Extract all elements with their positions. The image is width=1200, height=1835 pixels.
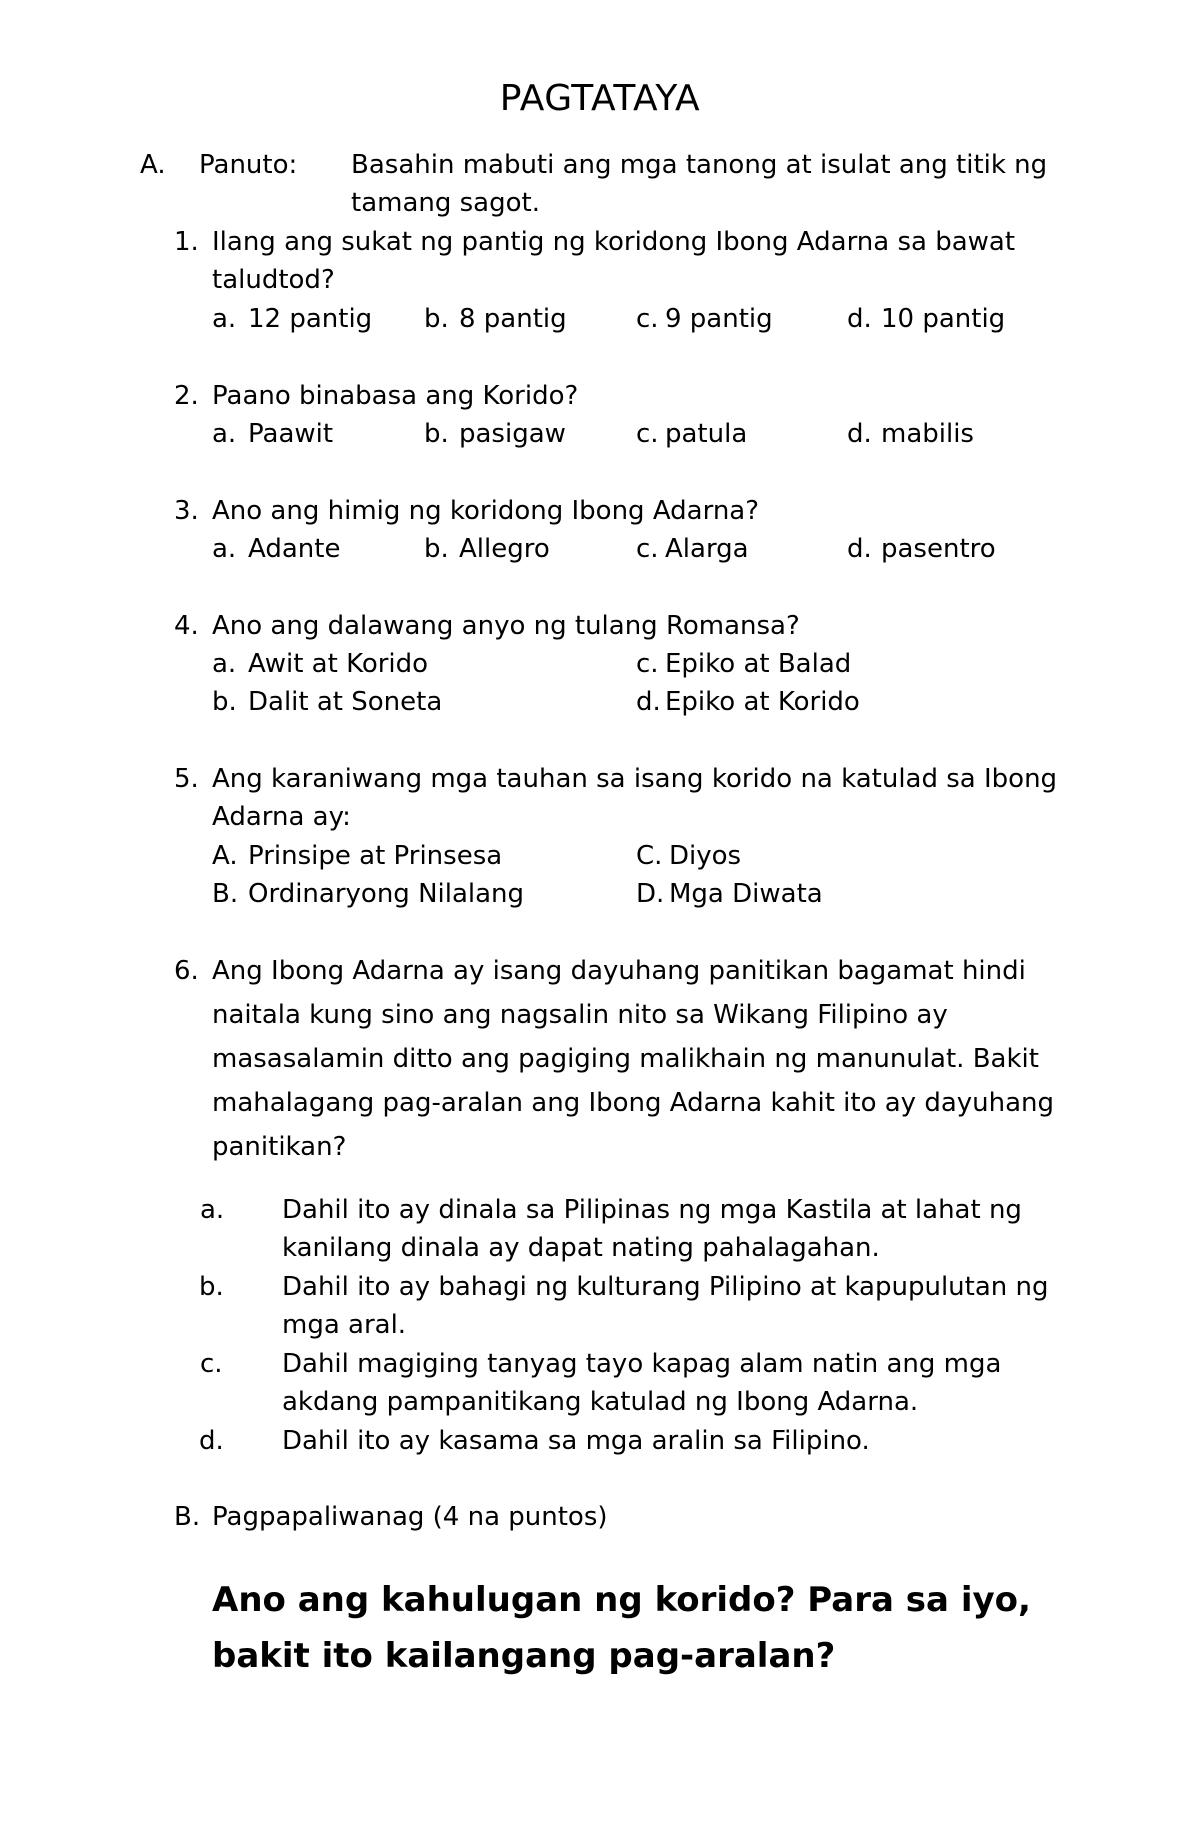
- choice-text: 9 pantig: [665, 304, 773, 334]
- question-number: 2.: [174, 381, 199, 411]
- question-number: 4.: [174, 611, 199, 641]
- question-text-line: Adarna ay:: [212, 802, 351, 832]
- choice-text: Prinsipe at Prinsesa: [248, 841, 503, 871]
- choice-text: Paawit: [248, 419, 334, 449]
- question-text-line: Ano ang himig ng koridong Ibong Adarna?: [212, 496, 760, 526]
- choice-letter: D.: [636, 879, 665, 909]
- choice-letter: a.: [212, 304, 237, 334]
- choice-text: Epiko at Korido: [665, 687, 860, 717]
- page-title: PAGTATAYA: [499, 78, 701, 119]
- choice-text: 10 pantig: [881, 304, 1006, 334]
- choice-letter: B.: [212, 879, 239, 909]
- choice-text: patula: [665, 419, 748, 449]
- question-number: 5.: [174, 764, 199, 794]
- choice-letter: d.: [847, 419, 872, 449]
- choice-letter: c.: [200, 1349, 223, 1379]
- section-b-letter: B.: [174, 1502, 201, 1532]
- choice-letter: a.: [200, 1195, 225, 1225]
- choice-text: mga aral.: [282, 1310, 407, 1340]
- choice-letter: a.: [212, 649, 237, 679]
- choice-text: Dahil ito ay bahagi ng kulturang Pilipino at kapupulutan ng: [282, 1272, 1049, 1302]
- choice-letter: C.: [636, 841, 663, 871]
- choice-text: Ordinaryong Nilalang: [248, 879, 525, 909]
- choice-letter: b.: [199, 1272, 224, 1302]
- section-a-label: Panuto:: [199, 150, 298, 180]
- instruction-line-1: Basahin mabuti ang mga tanong at isulat ang titik ng: [351, 150, 1048, 180]
- section-b-label: Pagpapaliwanag (4 na puntos): [212, 1502, 608, 1532]
- choice-letter: d.: [199, 1426, 224, 1456]
- choice-letter: d.: [847, 534, 872, 564]
- choice-text: 12 pantig: [248, 304, 373, 334]
- choice-text: pasigaw: [459, 419, 566, 449]
- choice-letter: b.: [212, 687, 237, 717]
- choice-text: Dahil ito ay kasama sa mga aralin sa Filipino.: [282, 1426, 870, 1456]
- choice-text: Dalit at Soneta: [248, 687, 443, 717]
- choice-letter: c.: [636, 649, 659, 679]
- choice-text: mabilis: [881, 419, 974, 449]
- question-number: 1.: [174, 227, 199, 257]
- choice-letter: A.: [212, 841, 238, 871]
- essay-question-line-1: Ano ang kahulugan ng korido? Para sa iyo,: [212, 1580, 1031, 1620]
- choice-letter: a.: [212, 419, 237, 449]
- choice-letter: d.: [847, 304, 872, 334]
- choice-text: Dahil magiging tanyag tayo kapag alam natin ang mga: [282, 1349, 1002, 1379]
- choice-letter: a.: [212, 534, 237, 564]
- choice-text: Allegro: [459, 534, 550, 564]
- instruction-line-2: tamang sagot.: [351, 188, 540, 218]
- question-text-line: Ang Ibong Adarna ay isang dayuhang panitikan bagamat hindi: [212, 956, 1026, 986]
- choice-text: Diyos: [669, 841, 742, 871]
- choice-text: pasentro: [881, 534, 996, 564]
- question-text-line: masasalamin ditto ang pagiging malikhain ng manunulat. Bakit: [212, 1044, 1039, 1074]
- question-text-line: Ano ang dalawang anyo ng tulang Romansa?: [212, 611, 800, 641]
- choice-text: kanilang dinala ay dapat nating pahalagahan.: [282, 1233, 880, 1263]
- choice-letter: c.: [636, 304, 659, 334]
- question-text-line: Ang karaniwang mga tauhan sa isang korido na katulad sa Ibong: [212, 764, 1058, 794]
- question-number: 3.: [174, 496, 199, 526]
- choice-text: Awit at Korido: [248, 649, 429, 679]
- choice-text: Dahil ito ay dinala sa Pilipinas ng mga Kastila at lahat ng: [282, 1195, 1022, 1225]
- question-text-line: taludtod?: [212, 265, 335, 295]
- choice-text: Adante: [248, 534, 341, 564]
- choice-text: Mga Diwata: [669, 879, 823, 909]
- choice-text: Epiko at Balad: [665, 649, 852, 679]
- choice-letter: b.: [424, 304, 449, 334]
- question-text-line: Ilang ang sukat ng pantig ng koridong Ibong Adarna sa bawat: [212, 227, 1016, 257]
- choice-letter: b.: [424, 534, 449, 564]
- question-text-line: naitala kung sino ang nagsalin nito sa Wikang Filipino ay: [212, 1000, 948, 1030]
- choice-text: Alarga: [665, 534, 749, 564]
- question-number: 6.: [174, 956, 199, 986]
- question-text-line: panitikan?: [212, 1132, 347, 1162]
- choice-letter: b.: [424, 419, 449, 449]
- essay-question-line-2: bakit ito kailangang pag-aralan?: [212, 1636, 836, 1676]
- choice-letter: d.: [636, 687, 661, 717]
- choice-letter: c.: [636, 419, 659, 449]
- question-text-line: Paano binabasa ang Korido?: [212, 381, 579, 411]
- section-a-letter: A.: [140, 150, 166, 180]
- choice-text: akdang pampanitikang katulad ng Ibong Adarna.: [282, 1387, 919, 1417]
- choice-text: 8 pantig: [459, 304, 567, 334]
- choice-letter: c.: [636, 534, 659, 564]
- question-text-line: mahalagang pag-aralan ang Ibong Adarna kahit ito ay dayuhang: [212, 1088, 1055, 1118]
